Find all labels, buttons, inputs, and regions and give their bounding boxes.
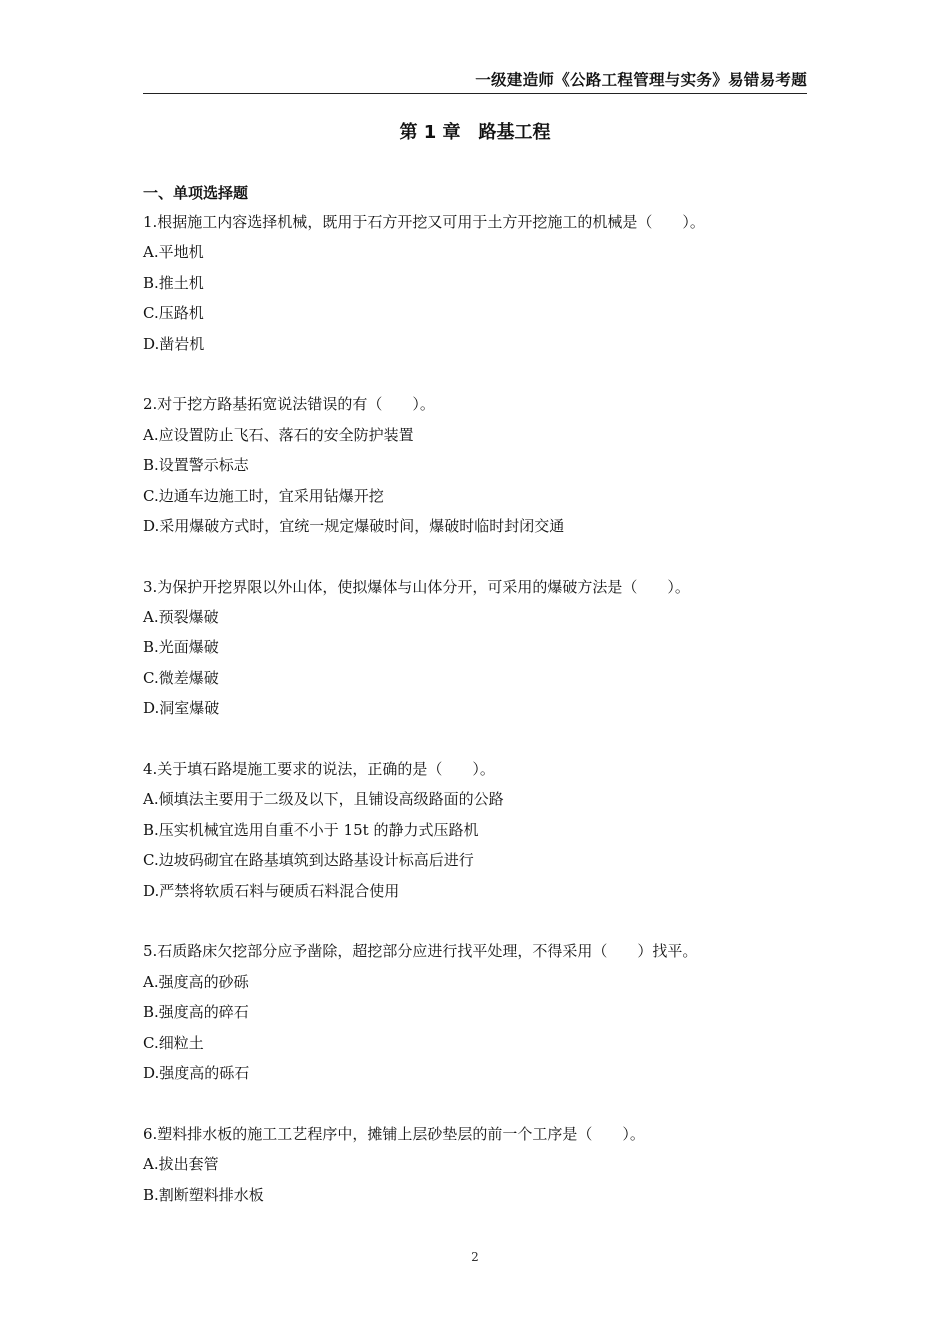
- option-c: C.边坡码砌宜在路基填筑到达路基设计标高后进行: [143, 851, 474, 870]
- option-a: A.拔出套管: [143, 1155, 219, 1174]
- question-6: [143, 1124, 807, 1215]
- option-d: D.凿岩机: [143, 334, 205, 353]
- option-d: D.严禁将软质石料与硬质石料混合使用: [143, 881, 400, 900]
- option-d: D.强度高的砾石: [143, 1063, 250, 1082]
- option-c: C.微差爆破: [143, 668, 219, 687]
- section-title: 一、单项选择题: [143, 184, 249, 202]
- question-stem: 5.石质路床欠挖部分应予凿除，超挖部分应进行找平处理，不得采用（ ）找平。: [143, 942, 698, 961]
- option-b: B.强度高的碎石: [143, 1003, 249, 1022]
- question-stem: 4.关于填石路堤施工要求的说法，正确的是（ ）。: [143, 760, 495, 779]
- option-c: C.细粒土: [143, 1033, 204, 1052]
- question-2: [143, 394, 807, 546]
- chapter-title: 第 1 章 路基工程: [399, 122, 551, 143]
- option-a: A.应设置防止飞石、落石的安全防护装置: [143, 425, 414, 444]
- option-b: B.设置警示标志: [143, 456, 249, 475]
- option-c: C.边通车边施工时，宜采用钻爆开挖: [143, 486, 384, 505]
- option-b: B.压实机械宜选用自重不小于 15t 的静力式压路机: [143, 820, 479, 839]
- question-list: [143, 212, 807, 1245]
- header-title: 一级建造师《公路工程管理与实务》易错易考题: [475, 71, 807, 89]
- page-header: [143, 68, 807, 94]
- question-3: [143, 577, 807, 729]
- option-a: A.平地机: [143, 243, 204, 262]
- question-stem: 3.为保护开挖界限以外山体，使拟爆体与山体分开，可采用的爆破方法是（ ）。: [143, 577, 690, 596]
- option-a: A.倾填法主要用于二级及以下，且铺设高级路面的公路: [143, 790, 504, 809]
- question-4: [143, 759, 807, 911]
- option-b: B.推土机: [143, 273, 204, 292]
- question-1: [143, 212, 807, 364]
- question-5: [143, 941, 807, 1093]
- option-d: D.洞室爆破: [143, 699, 220, 718]
- question-stem: 2.对于挖方路基拓宽说法错误的有（ ）。: [143, 395, 435, 414]
- option-b: B.割断塑料排水板: [143, 1185, 264, 1204]
- page-number: 2: [471, 1250, 479, 1264]
- option-b: B.光面爆破: [143, 638, 219, 657]
- question-stem: 6.塑料排水板的施工工艺程序中，摊铺上层砂垫层的前一个工序是（ ）。: [143, 1124, 645, 1143]
- option-a: A.预裂爆破: [143, 608, 219, 627]
- option-a: A.强度高的砂砾: [143, 972, 249, 991]
- option-c: C.压路机: [143, 304, 204, 323]
- question-stem: 1.根据施工内容选择机械，既用于石方开挖又可用于土方开挖施工的机械是（ ）。: [143, 213, 705, 231]
- option-d: D.采用爆破方式时，宜统一规定爆破时间，爆破时临时封闭交通: [143, 516, 565, 535]
